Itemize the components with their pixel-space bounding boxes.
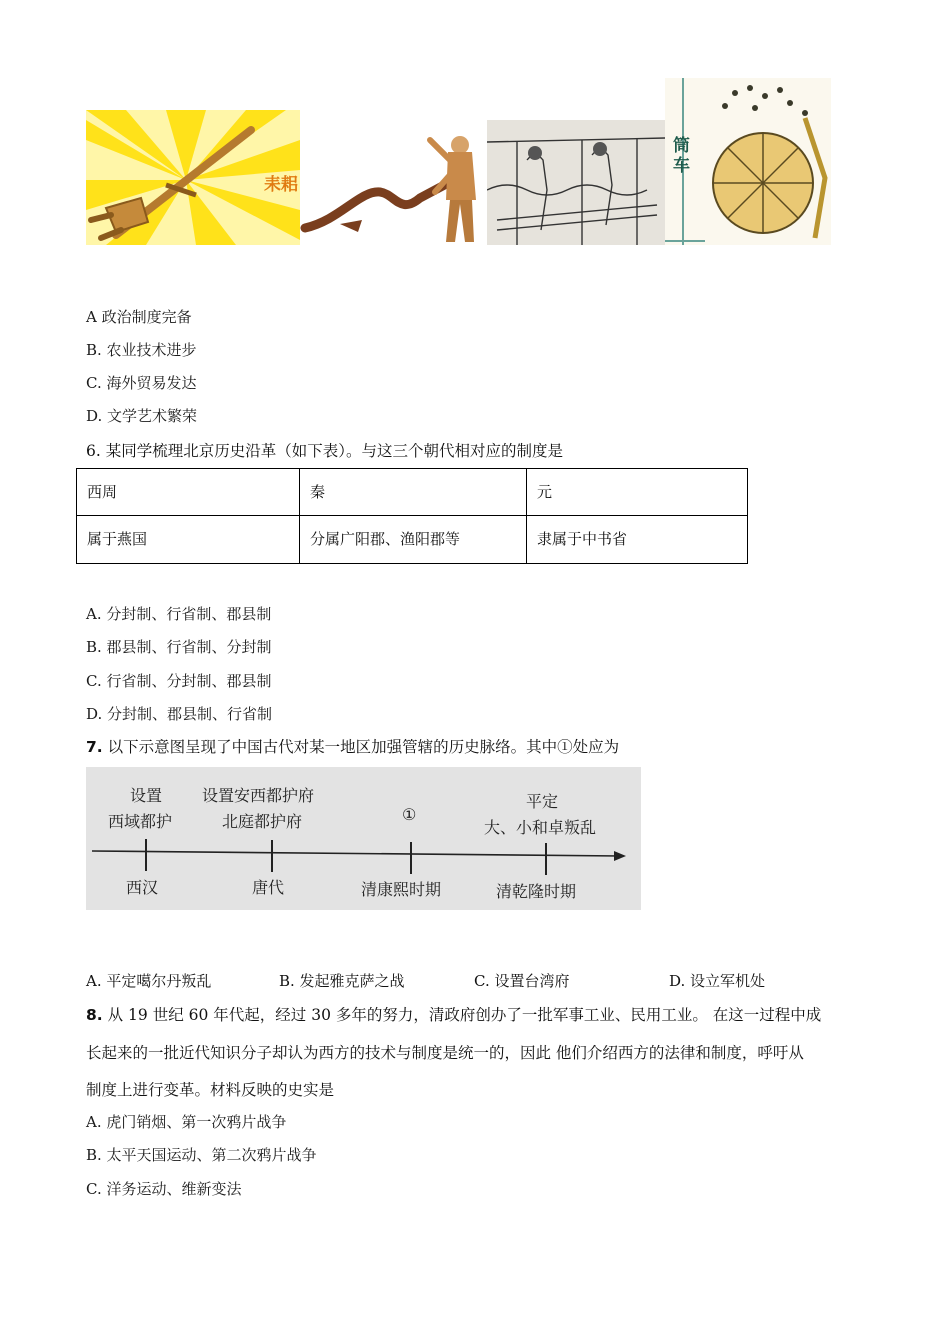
q8-option-c: C. 洋务运动、维新变法 — [86, 1180, 242, 1198]
table-cell: 隶属于中书省 — [527, 516, 748, 564]
table-header-cell: 元 — [527, 469, 748, 516]
table-row — [77, 516, 748, 564]
timeline-event-top: 平定 — [526, 792, 559, 811]
table-header-cell: 秦 — [300, 469, 527, 516]
q8-stem-line-2: 长起来的一批近代知识分子却认为西方的技术与制度是统一的，因此 他们介绍西方的法律和制度，呼吁从 — [86, 1044, 804, 1062]
table-cell: 属于燕国 — [77, 516, 300, 564]
leisi-image — [86, 110, 300, 245]
q7-stem-text: 以下示意图呈现了中国古代对某一地区加强管辖的历史脉络。其中①处应为 — [107, 738, 620, 756]
timeline-era: 清康熙时期 — [361, 880, 442, 899]
q8-text: 从 19 世纪 60 年代起，经过 30 多年的努力，清政府创办了一批军事工业、民用工业。 在这一过程中成 — [107, 1006, 822, 1024]
table-header-row — [77, 469, 748, 516]
q8-stem-line-1 — [86, 1003, 821, 1025]
q6-number: 6. — [86, 442, 101, 460]
plough-ox-image — [300, 120, 486, 245]
q8-option-a: A. 虎门销烟、第一次鸦片战争 — [86, 1113, 287, 1131]
timeline-event-bottom: 西域都护 — [108, 812, 173, 831]
history-table — [76, 468, 748, 564]
q7-option-b: B. 发起雅克萨之战 — [279, 972, 405, 990]
q7-number: 7. — [86, 738, 103, 756]
timeline-event-top: 设置 — [130, 786, 163, 805]
timeline-diagram — [86, 767, 641, 910]
tongche-label: 筒车 — [673, 136, 690, 176]
q5-option-a: A 政治制度完备 — [86, 308, 192, 326]
leisi-label: 耒耜 — [264, 175, 298, 195]
q8-stem-line-3: 制度上进行变革。材料反映的史实是 — [86, 1081, 335, 1099]
q7-stem — [86, 735, 619, 757]
timeline-era: 西汉 — [126, 878, 159, 897]
q7-option-c: C. 设置台湾府 — [474, 972, 570, 990]
table-cell: 分属广阳郡、渔阳郡等 — [300, 516, 527, 564]
q7-option-d: D. 设立军机处 — [669, 972, 766, 990]
q5-option-d: D. 文学艺术繁荣 — [86, 407, 198, 425]
timeline-event-bottom: 大、小和卓叛乱 — [484, 818, 597, 837]
q6-option-b: B. 郡县制、行省制、分封制 — [86, 638, 272, 656]
timeline-event-top: ① — [402, 805, 417, 824]
q8-number: 8. — [86, 1006, 103, 1024]
q6-stem-text: 某同学梳理北京历史沿革（如下表）。与这三个朝代相对应的制度是 — [105, 442, 563, 460]
treadle-pump-image — [487, 120, 665, 245]
q5-option-b: B. 农业技术进步 — [86, 341, 197, 359]
q6-option-d: D. 分封制、郡县制、行省制 — [86, 705, 273, 723]
timeline-event-top: 设置安西都护府 — [202, 786, 315, 805]
table-header-cell: 西周 — [77, 469, 300, 516]
q7-option-a: A. 平定噶尔丹叛乱 — [86, 972, 212, 990]
timeline-era: 唐代 — [252, 878, 285, 897]
q6-option-a: A. 分封制、行省制、郡县制 — [86, 605, 272, 623]
timeline-era: 清乾隆时期 — [496, 882, 577, 901]
tongche-image — [665, 78, 831, 245]
q8-option-b: B. 太平天国运动、第二次鸦片战争 — [86, 1146, 317, 1164]
timeline-event-bottom: 北庭都护府 — [222, 812, 303, 831]
q5-option-c: C. 海外贸易发达 — [86, 374, 197, 392]
q6-option-c: C. 行省制、分封制、郡县制 — [86, 672, 272, 690]
q6-stem — [86, 439, 563, 461]
